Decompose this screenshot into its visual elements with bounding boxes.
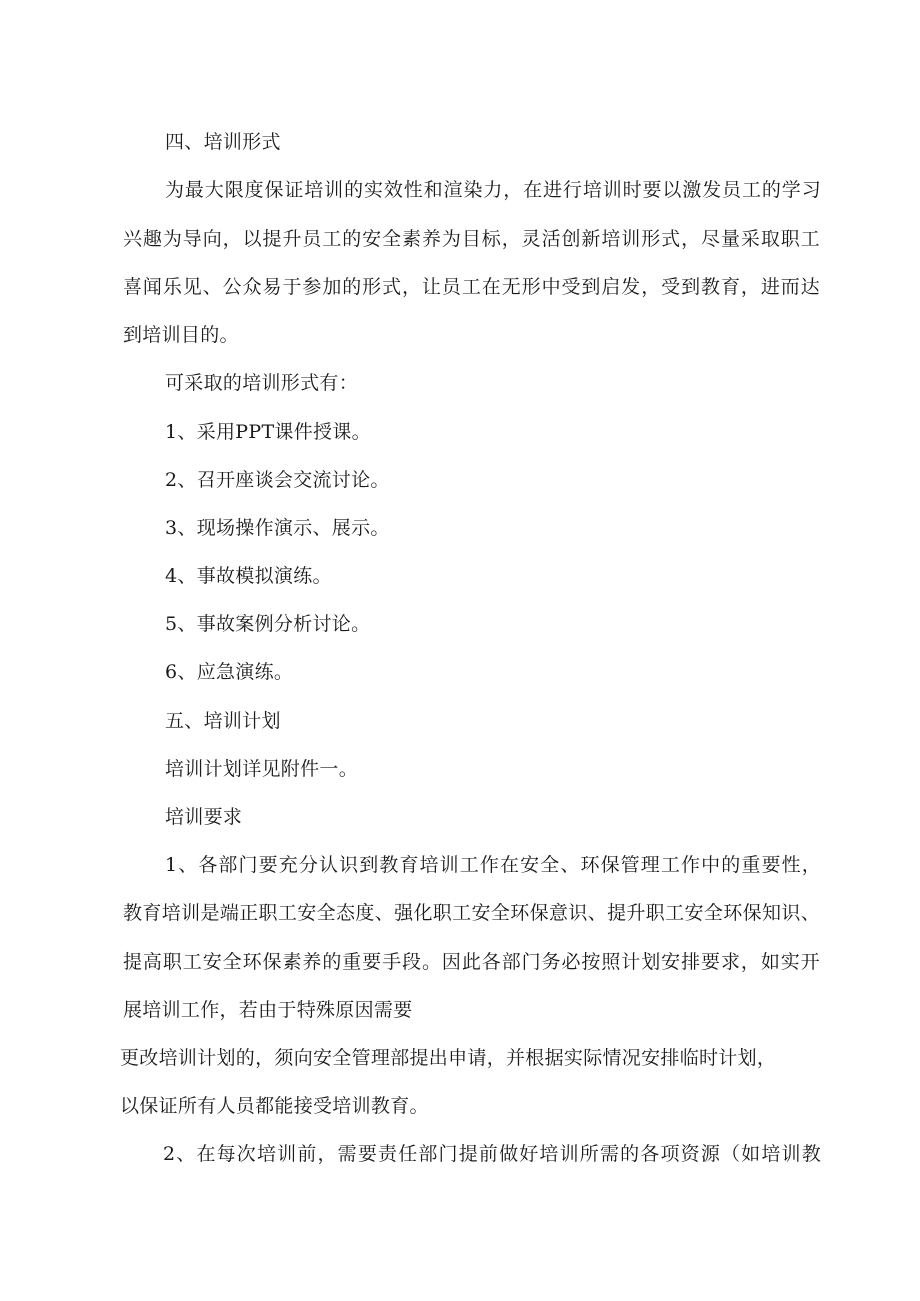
section-4-paragraph-line-3: 喜闻乐见、公众易于参加的形式，让员工在无形中受到启发，受到教育，进而达 [123, 276, 820, 298]
form-item-3: 3、现场操作演示、展示。 [165, 517, 390, 539]
form-item-1: 1、采用PPT课件授课。 [165, 421, 371, 443]
requirement-1-line-4: 展培训工作，若由于特殊原因需要 [123, 999, 413, 1021]
section-4-paragraph-line-4: 到培训目的。 [123, 324, 239, 346]
requirement-1-line-2: 教育培训是端正职工安全态度、强化职工安全环保意识、提升职工安全环保知识、 [123, 902, 820, 924]
section-4-heading: 四、培训形式 [165, 131, 281, 153]
form-item-2: 2、召开座谈会交流讨论。 [165, 469, 390, 491]
forms-intro: 可采取的培训形式有： [165, 372, 359, 394]
requirement-1-line-5: 更改培训计划的，须向安全管理部提出申请，并根据实际情况安排临时计划， [120, 1047, 777, 1069]
requirements-title: 培训要求 [165, 806, 243, 828]
requirement-2-line-1: 2、在每次培训前，需要责任部门提前做好培训所需的各项资源（如培训教 [163, 1143, 821, 1165]
form-item-4: 4、事故模拟演练。 [165, 565, 332, 587]
plan-detail: 培训计划详见附件一。 [165, 758, 359, 780]
requirement-1-line-1: 1、各部门要充分认识到教育培训工作在安全、环保管理工作中的重要性， [165, 854, 821, 876]
section-4-paragraph-line-1: 为最大限度保证培训的实效性和渲染力，在进行培训时要以激发员工的学习 [165, 179, 821, 201]
form-item-6: 6、应急演练。 [165, 661, 294, 683]
section-5-heading: 五、培训计划 [165, 710, 281, 732]
requirement-1-line-3: 提高职工安全环保素养的重要手段。因此各部门务必按照计划安排要求，如实开 [123, 951, 820, 973]
requirement-1-line-6: 以保证所有人员都能接受培训教育。 [120, 1095, 429, 1117]
section-4-paragraph-line-2: 兴趣为导向，以提升员工的安全素养为目标，灵活创新培训形式，尽量采取职工 [123, 228, 820, 250]
form-item-5: 5、事故案例分析讨论。 [165, 613, 371, 635]
